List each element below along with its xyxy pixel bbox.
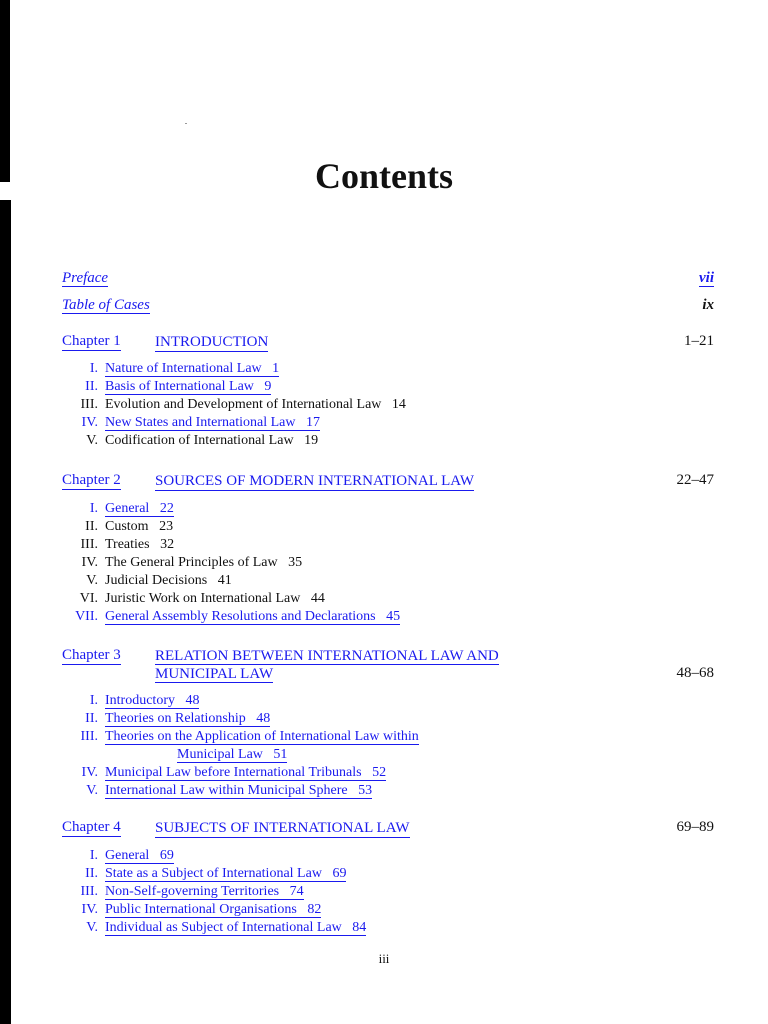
section-number: IV. xyxy=(81,555,98,570)
page-title: Contents xyxy=(314,156,453,196)
section-number: V. xyxy=(86,783,98,798)
section-number: V. xyxy=(86,920,98,935)
toc-section[interactable] xyxy=(62,847,174,865)
chapter-3-title-line-1[interactable]: RELATION BETWEEN INTERNATIONAL LAW AND xyxy=(155,648,499,664)
section-page: 69 xyxy=(159,848,174,863)
chapter-1-title[interactable]: INTRODUCTION xyxy=(155,334,269,350)
section-page: 35 xyxy=(288,555,303,570)
section-number: IV. xyxy=(81,415,98,430)
section-page: 45 xyxy=(386,609,401,624)
toc-section xyxy=(62,396,406,414)
section-page: 9 xyxy=(264,379,272,394)
toc-section[interactable] xyxy=(62,692,199,710)
toc-section[interactable] xyxy=(62,901,321,919)
section-title[interactable]: Nature of International Law xyxy=(105,361,262,376)
section-title[interactable]: Introductory xyxy=(105,693,175,708)
section-page: 48 xyxy=(185,693,200,708)
scan-speck xyxy=(185,123,187,124)
section-number: IV. xyxy=(81,902,98,917)
section-page: 82 xyxy=(307,902,322,917)
toc-section xyxy=(62,518,173,536)
section-number: IV. xyxy=(81,765,98,780)
section-title: Evolution and Development of International Law xyxy=(105,397,382,412)
section-number: I. xyxy=(89,848,98,863)
chapter-2-label[interactable]: Chapter 2 xyxy=(62,472,121,488)
chapter-4-title[interactable]: SUBJECTS OF INTERNATIONAL LAW xyxy=(155,820,410,836)
section-page: 74 xyxy=(289,884,304,899)
chapter-3-title[interactable] xyxy=(155,647,499,683)
section-page: 53 xyxy=(358,783,373,798)
section-page: 52 xyxy=(372,765,387,780)
section-page: 69 xyxy=(332,866,347,881)
section-page: 14 xyxy=(391,397,406,412)
toc-section xyxy=(62,572,232,590)
chapter-3-title-line-2[interactable]: MUNICIPAL LAW xyxy=(155,666,274,682)
section-page: 17 xyxy=(306,415,320,430)
toc-section[interactable] xyxy=(62,608,400,626)
chapter-3-pages: 48–68 xyxy=(676,665,714,681)
section-title[interactable]: Theories on Relationship xyxy=(105,711,246,726)
section-title: Juristic Work on International Law xyxy=(105,591,301,606)
section-number: III. xyxy=(80,729,98,744)
section-page: 41 xyxy=(217,573,232,588)
section-title: Judicial Decisions xyxy=(105,573,208,588)
section-number: VII. xyxy=(75,609,98,624)
section-number: II. xyxy=(85,519,98,534)
section-number: I. xyxy=(89,501,98,516)
section-title: Custom xyxy=(105,519,149,534)
section-title-continued[interactable]: Municipal Law xyxy=(177,747,263,762)
toc-section[interactable] xyxy=(62,782,372,800)
toc-section[interactable] xyxy=(62,764,386,782)
section-title: Treaties xyxy=(105,537,150,552)
toc-section[interactable] xyxy=(62,414,320,432)
scan-edge-bottom xyxy=(0,200,11,1024)
toc-entry-preface[interactable] xyxy=(62,270,108,287)
section-number: III. xyxy=(80,397,98,412)
section-title: The General Principles of Law xyxy=(105,555,278,570)
section-page: 51 xyxy=(273,747,288,762)
page-number: iii xyxy=(378,951,390,966)
toc-section[interactable] xyxy=(62,710,270,728)
toc-section[interactable] xyxy=(62,360,279,378)
chapter-2-title[interactable]: SOURCES OF MODERN INTERNATIONAL LAW xyxy=(155,473,475,489)
section-page: 22 xyxy=(159,501,174,516)
chapter-3-label[interactable]: Chapter 3 xyxy=(62,647,121,663)
toc-entry-table-of-cases[interactable] xyxy=(62,297,150,314)
section-title[interactable]: General xyxy=(105,848,150,863)
section-title[interactable]: General xyxy=(105,501,150,516)
preface-page[interactable] xyxy=(699,270,714,287)
section-title[interactable]: New States and International Law xyxy=(105,415,296,430)
section-page: 32 xyxy=(160,537,175,552)
section-number: II. xyxy=(85,711,98,726)
section-title[interactable]: Public International Organisations xyxy=(105,902,297,917)
section-number: III. xyxy=(80,537,98,552)
section-title[interactable]: State as a Subject of International Law xyxy=(105,866,322,881)
section-number: I. xyxy=(89,693,98,708)
preface-link[interactable]: Preface xyxy=(62,270,109,286)
toc-section xyxy=(62,536,174,554)
section-number: I. xyxy=(89,361,98,376)
section-number: VI. xyxy=(79,591,98,606)
toc-section xyxy=(62,590,325,608)
preface-page-link[interactable]: vii xyxy=(699,270,714,286)
table-of-cases-page: ix xyxy=(702,297,714,313)
section-title[interactable]: Non-Self-governing Territories xyxy=(105,884,280,899)
section-page: 44 xyxy=(310,591,325,606)
chapter-1-label[interactable]: Chapter 1 xyxy=(62,333,121,349)
chapter-1-pages: 1–21 xyxy=(684,333,714,349)
toc-section[interactable] xyxy=(62,728,419,764)
section-number: V. xyxy=(86,433,98,448)
toc-section[interactable] xyxy=(62,865,346,883)
section-page: 84 xyxy=(352,920,367,935)
section-title[interactable]: Municipal Law before International Tribunals xyxy=(105,765,362,780)
section-page: 23 xyxy=(159,519,174,534)
section-title[interactable]: General Assembly Resolutions and Declarations xyxy=(105,609,376,624)
toc-section[interactable] xyxy=(62,500,174,518)
chapter-4-label[interactable]: Chapter 4 xyxy=(62,819,121,835)
toc-section[interactable] xyxy=(62,883,304,901)
section-title[interactable]: International Law within Municipal Sphere xyxy=(105,783,348,798)
chapter-4-pages: 69–89 xyxy=(676,819,714,835)
section-page: 1 xyxy=(272,361,280,376)
toc-section xyxy=(62,554,302,572)
section-page: 19 xyxy=(304,433,319,448)
section-number: II. xyxy=(85,866,98,881)
toc-section xyxy=(62,432,318,450)
chapter-2-pages: 22–47 xyxy=(676,472,714,488)
toc-section[interactable] xyxy=(62,919,366,937)
section-title[interactable]: Individual as Subject of International Law xyxy=(105,920,342,935)
section-title[interactable]: Basis of International Law xyxy=(105,379,254,394)
section-page: 48 xyxy=(256,711,271,726)
toc-section[interactable] xyxy=(62,378,271,396)
section-number: II. xyxy=(85,379,98,394)
section-title[interactable]: Theories on the Application of International Law within xyxy=(105,729,419,744)
section-number: V. xyxy=(86,573,98,588)
section-number: III. xyxy=(80,884,98,899)
section-title: Codification of International Law xyxy=(105,433,294,448)
table-of-cases-link[interactable]: Table of Cases xyxy=(62,297,150,313)
